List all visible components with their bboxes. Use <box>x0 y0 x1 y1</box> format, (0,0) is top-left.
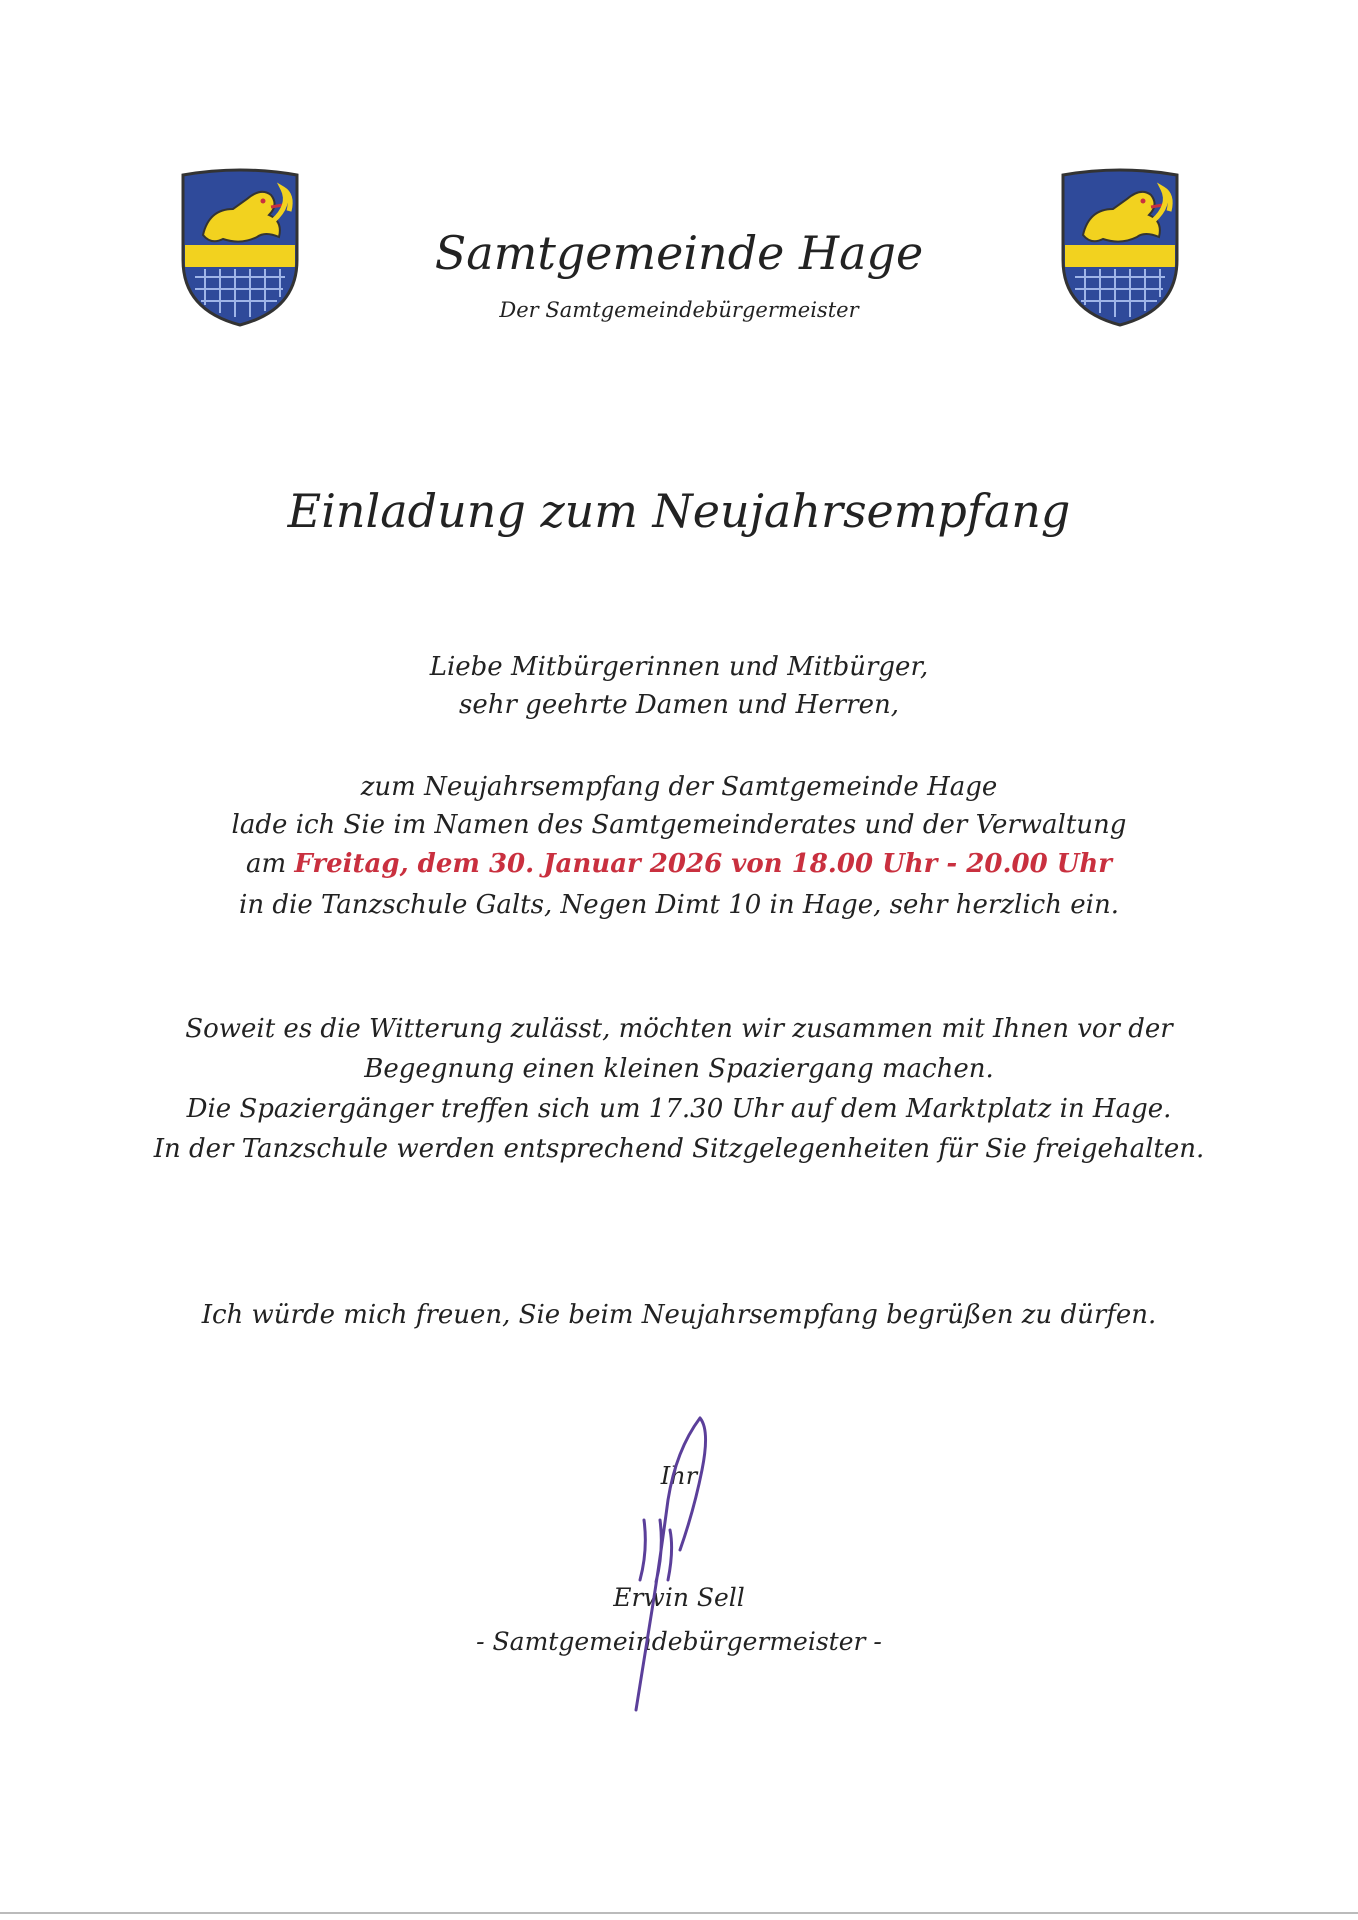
signoff-role: - Samtgemeindebürgermeister - <box>476 1627 882 1656</box>
invitation-line-4: in die Tanzschule Galts, Negen Dimt 10 in Hage, sehr herzlich ein. <box>239 890 1119 920</box>
org-subtitle: Der Samtgemeindebürgermeister <box>499 298 859 322</box>
invitation-line-1: zum Neujahrsempfang der Samtgemeinde Hage <box>360 772 998 802</box>
invitation-line-2: lade ich Sie im Namen des Samtgemeinderates und der Verwaltung <box>231 810 1127 840</box>
signoff-name: Erwin Sell <box>613 1583 745 1612</box>
walk-line-1: Soweit es die Witterung zulässt, möchten wir zusammen mit Ihnen vor der <box>185 1014 1173 1044</box>
greeting-line-2: sehr geehrte Damen und Herren, <box>459 690 899 720</box>
walk-line-4: In der Tanzschule werden entsprechend Sitzgelegenheiten für Sie freigehalten. <box>153 1134 1205 1164</box>
invitation-date-highlight: Freitag, dem 30. Januar 2026 von 18.00 Uhr - 20.00 Uhr <box>294 849 1112 879</box>
org-name: Samtgemeinde Hage <box>434 226 924 280</box>
invitation-line-3 <box>0 849 1358 879</box>
invitation-date-prefix: am <box>246 849 287 879</box>
signoff-salutation: Ihr <box>660 1462 698 1490</box>
walk-line-2: Begegnung einen kleinen Spaziergang machen. <box>364 1054 994 1084</box>
greeting-line-1: Liebe Mitbürgerinnen und Mitbürger, <box>429 652 929 682</box>
handwritten-signature-icon <box>590 1410 730 1720</box>
closing-sentence: Ich würde mich freuen, Sie beim Neujahrsempfang begrüßen zu dürfen. <box>201 1300 1157 1330</box>
page-title: Einladung zum Neujahrsempfang <box>287 484 1071 538</box>
page-bottom-divider <box>0 1912 1358 1914</box>
walk-line-3: Die Spaziergänger treffen sich um 17.30 Uhr auf dem Marktplatz in Hage. <box>186 1094 1172 1124</box>
